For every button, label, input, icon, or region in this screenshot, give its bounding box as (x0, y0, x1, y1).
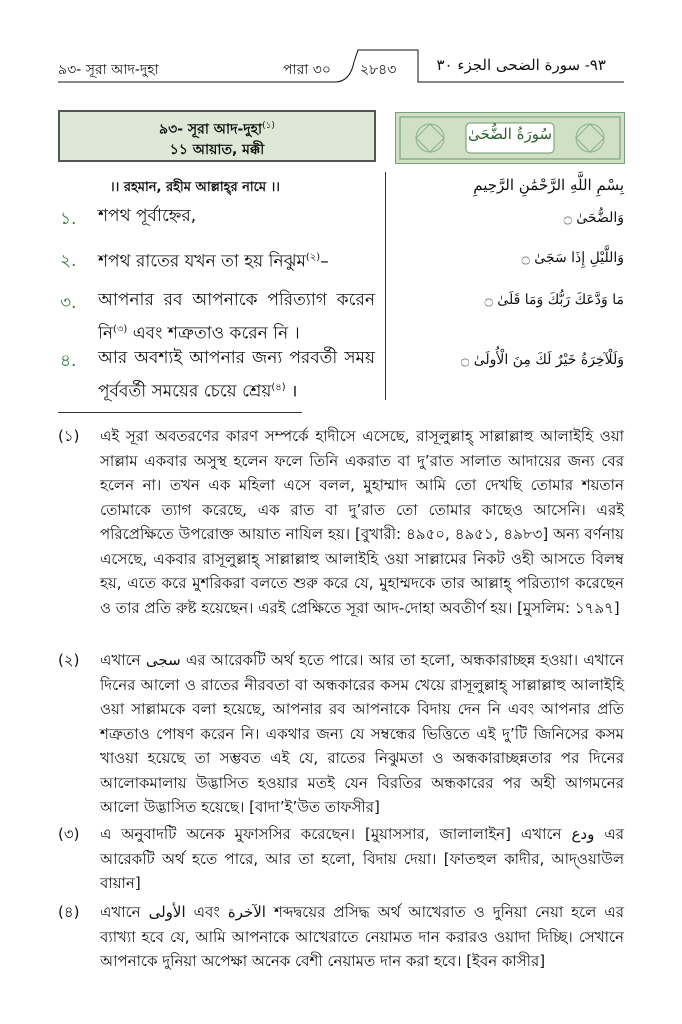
footnote (58, 648, 624, 820)
bismillah-arabic: بِسْمِ اللَّهِ الرَّحْمَٰنِ الرَّحِيمِ (473, 176, 624, 194)
surah-title-box (58, 110, 376, 162)
footnote-rule (58, 412, 302, 413)
footnote-text: এখানে الأولى এবং الآخرة শব্দদ্বয়ের প্রসিদ্ধ অর্থ আখেরাত ও দুনিয়া নেয়া হলে এর ব্যাখ্যা হবে যে, আমি আপনাকে আখেরাতে নেয়ামত দান করারও ওয়াদা দিচ্ছি। সেখানে আপনাকে দুনিয়া অপেক্ষা অনেক বেশী নেয়ামত দান করা হবে। [ইবন কাসীর] (100, 903, 624, 970)
verse-arabic: مَا وَدَّعَكَ رَبُّكَ وَمَا قَلَىٰ ۝ (484, 292, 624, 308)
column-divider (385, 172, 386, 400)
footnote-number: (১) (58, 427, 80, 445)
verse-text: আর অবশ্যই আপনার জন্য পরবর্তী সময় পূর্ববর্তী সময়ের চেয়ে শ্রেয়$^{(৪)}$ । (98, 348, 375, 402)
verse-arabic: وَلَلْآخِرَةُ خَيْرٌ لَكَ مِنَ الْأُولَىٰ ۝ (461, 352, 624, 368)
footnote-number: (৪) (58, 903, 80, 921)
footnote (58, 822, 624, 896)
surah-title: ৯৩- সূরা আদ-দুহা (159, 121, 263, 138)
surah-subtitle: ১১ আয়াত, মক্কী (169, 141, 265, 158)
header-arabic-title: ٩٣- سورة الضحى الجزء ٣٠ (436, 56, 606, 74)
verse-text: আপনার রব আপনাকে পরিত্যাগ করেন নি$^{(৩)}$ এবং শত্রুতাও করেন নি । (98, 290, 375, 344)
verse-arabic: وَاللَّيْلِ إِذَا سَجَىٰ ۝ (521, 250, 624, 266)
footnote-number: (৩) (58, 825, 80, 843)
verse-text: শপথ রাতের যখন তা হয় নিঝুম$^{(২)}$– (98, 251, 329, 272)
footnote-ref: (২) (305, 252, 321, 263)
verse-arabic: وَالضُّحَىٰ ۝ (563, 210, 624, 226)
footnote-number: (২) (58, 651, 80, 669)
footnote-ref: (৩) (113, 324, 128, 335)
banner-arabic: سُورَةُ الضُّحَىٰ (467, 125, 553, 143)
verse-number: ৪. (60, 351, 77, 371)
verse-text: শপথ পূর্বাহ্নের, (98, 206, 197, 226)
footnote (58, 900, 624, 974)
footnote-text: এখানে سجى এর আরেকটি অর্থ হতে পারে। আর তা হলো, অন্ধকারাচ্ছন্ন হওয়া। এখানে দিনের আলো ও রাতের নীরবতা বা অন্ধকারের কসম খেয়ে রাসূলুল্লাহ্‌ সাল্লাল্লাহু আলাইহি ওয়া সাল্লামকে বলা হয়েছে, আপনার রব আপনাকে বিদায় দেন নি এবং আপনার প্রতি শত্রুতাও পোষণ করেন নি। একথার জন্য যে সম্বন্ধের ভিত্তিতে এই দু’টি জিনিসের কসম খাওয়া হয়েছে তা সম্ভবত এই যে, রাতের নিঝুমতা ও অন্ধকারাচ্ছন্নতার পর দিনের আলোকমালায় উদ্ভাসিত হওয়ার মতই যেন বিরতির অন্ধকারের পর অহী আগমনের আলো উদ্ভাসিত হয়েছে। [বাদা’ই’উত তাফসীর] (100, 651, 624, 816)
verse-number: ২. (60, 251, 77, 271)
surah-title-note: (১) (262, 121, 275, 131)
header-surah-title: ৯৩- সূরা আদ-দুহা (58, 62, 159, 78)
page-header (0, 0, 682, 86)
header-para: পারা ৩০ (283, 62, 331, 78)
footnote (58, 424, 624, 620)
footnote-ref: (৪) (271, 382, 286, 393)
footnote-text: এ অনুবাদটি অনেক মুফাসসির করেছেন। [মুয়াসসার, জালালাইন] এখানে ودع এর আরেকটি অর্থ হতে পারে, আর তা হলো, বিদায় দেয়া। [ফাতহুল কাদীর, আদ্‌ওয়াউল বায়ান] (100, 825, 624, 892)
bismillah-bengali: ।। রহমান, রহীম আল্লাহ্‌র নামে ।। (110, 180, 280, 195)
header-page-number: ২৮৪৩ (360, 62, 397, 78)
verse-number: ১. (60, 209, 77, 229)
verse-number: ৩. (60, 293, 77, 313)
surah-banner (395, 112, 625, 164)
footnote-text: এই সূরা অবতরণের কারণ সম্পর্কে হাদীসে এসেছে, রাসূলুল্লাহ্‌ সাল্লাল্লাহু আলাইহি ওয়া সাল্লাম একবার অসুস্থ হলেন ফলে তিনি একরাত বা দু’রাত সালাত আদায়ের জন্য বের হলেন না। তখন এক মহিলা এসে বলল, মুহাম্মাদ আমি তো দেখছি তোমার শয়তান তোমাকে ত্যাগ করেছে, এক রাত বা দু’রাত তো তোমার কাছেও আসেনি। এরই পরিপ্রেক্ষিতে উপরোক্ত আয়াত নাযিল হয়। [বুখারী: ৪৯৫০, ৪৯৫১, ৪৯৮৩] অন্য বর্ণনায় এসেছে, একবার রাসূলুল্লাহ্‌ সাল্লাল্লাহু আলাইহি ওয়া সাল্লামের নিকট ওহী আসতে বিলম্ব হয়, এতে করে মুশরিকরা বলতে শুরু করে যে, মুহাম্মদকে তার আল্লাহ্‌ পরিত্যাগ করেছেন ও তার প্রতি রুষ্ট হয়েছেন। এরই প্রেক্ষিতে সূরা আদ-দোহা অবতীর্ণ হয়। [মুসলিম: ১৭৯৭] (100, 427, 624, 617)
